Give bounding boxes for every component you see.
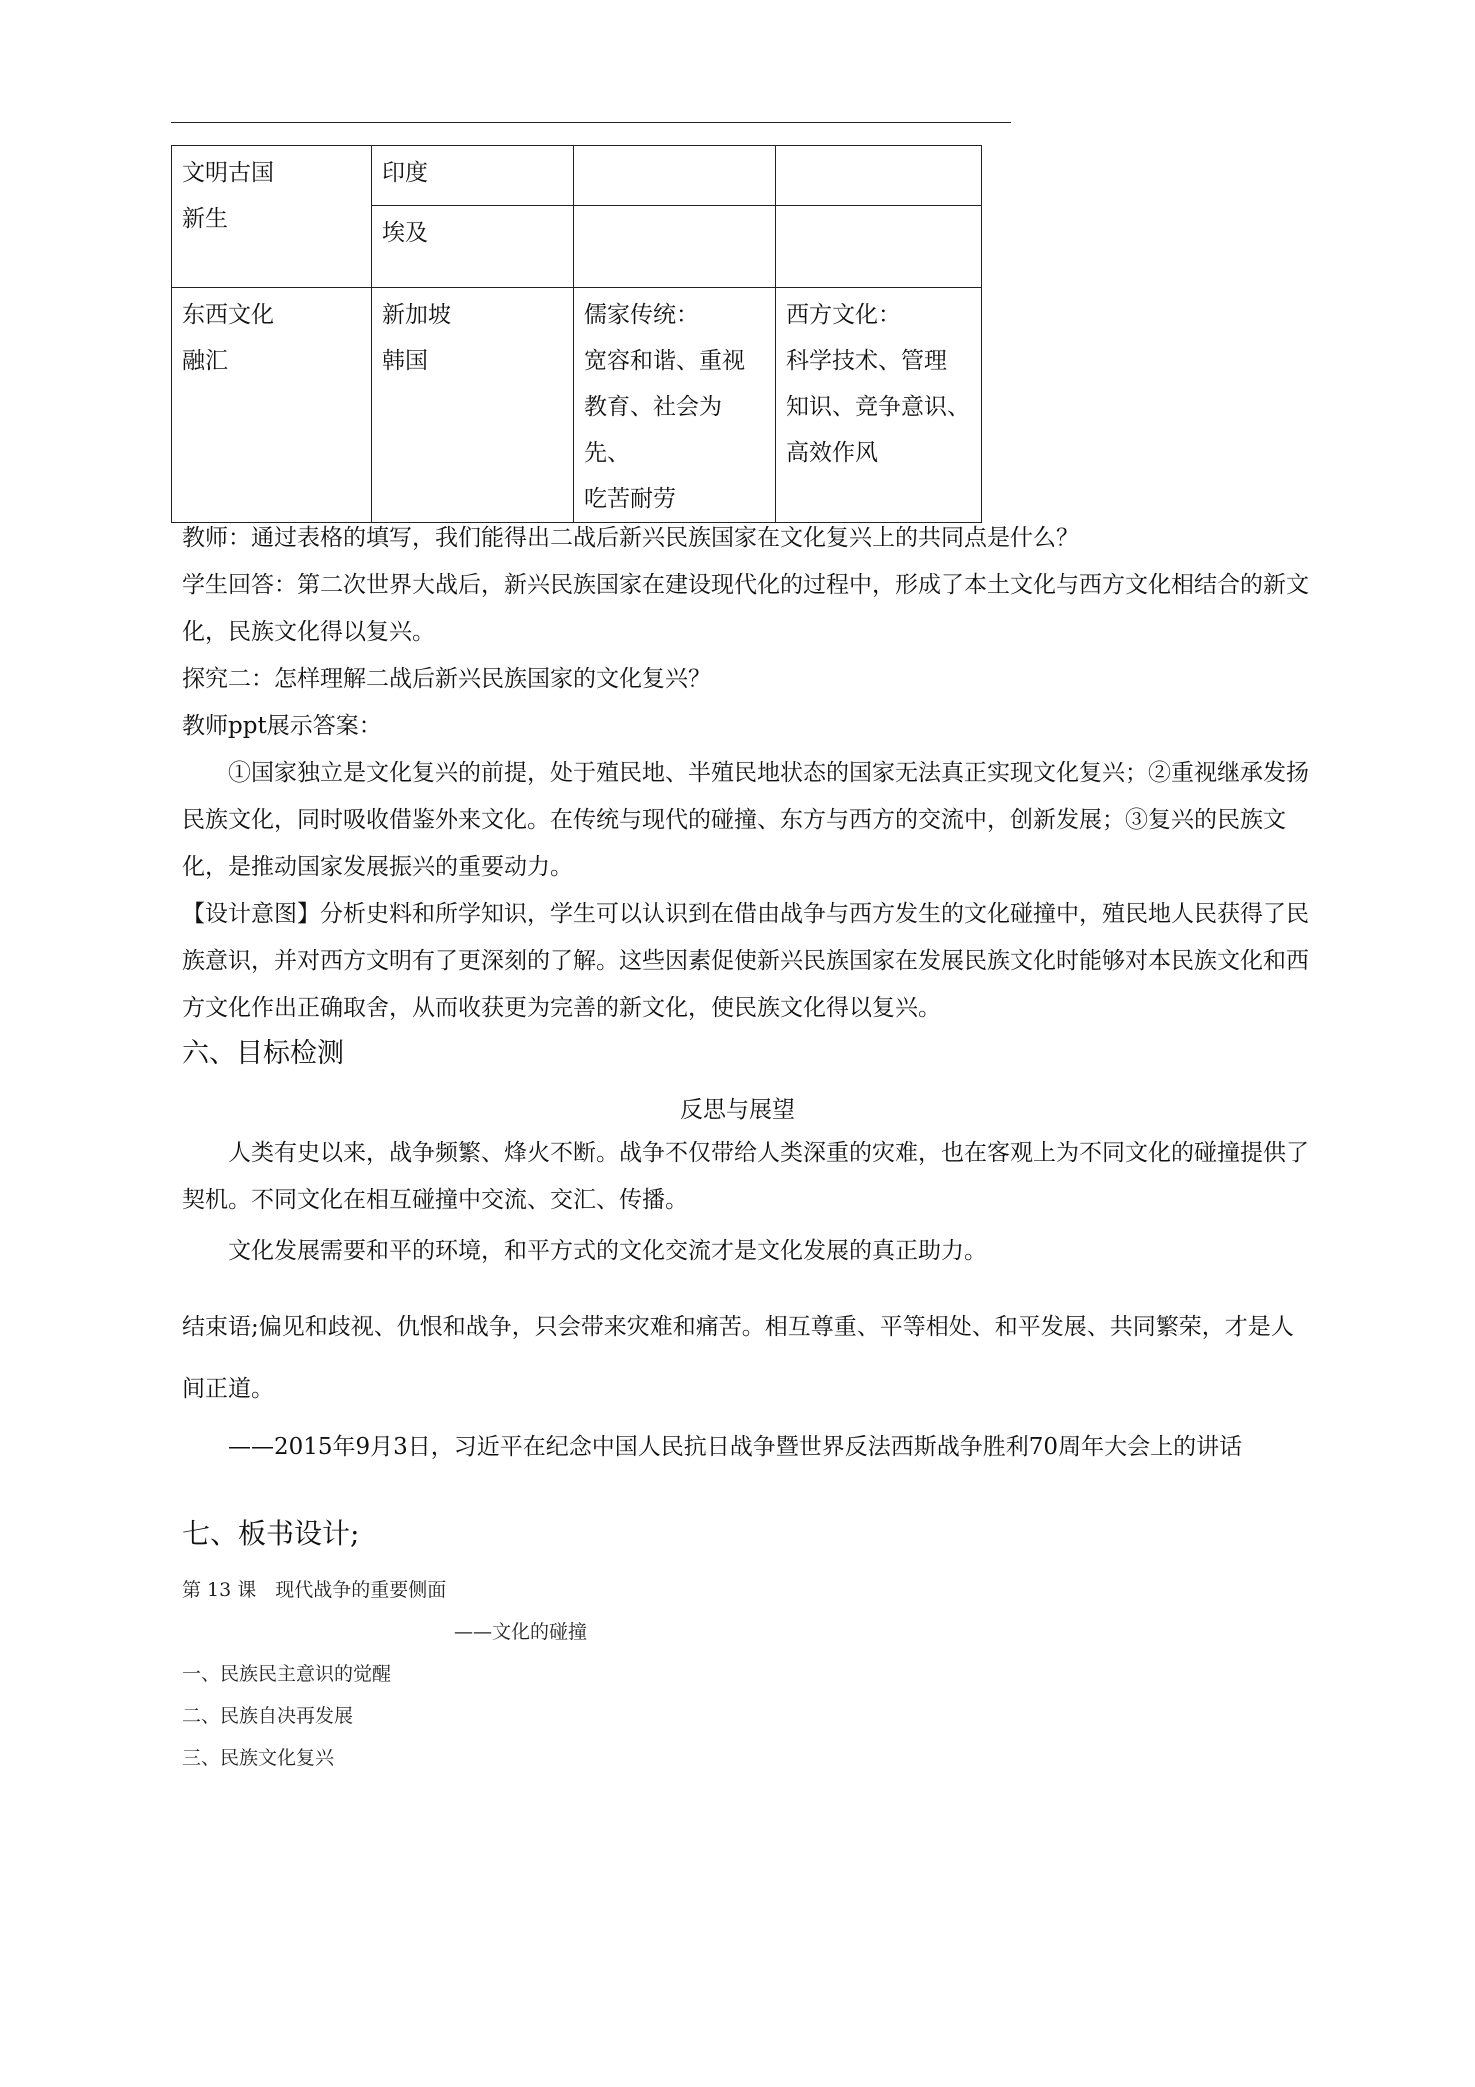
section-six-heading: 六、目标检测 (182, 1038, 344, 1069)
cell-text: 埃及 (382, 220, 428, 246)
reflection-paragraph-2: 文化发展需要和平的环境，和平方式的文化交流才是文化发展的真正助力。 (228, 1238, 987, 1264)
lesson-title: 第 13 课 现代战争的重要侧面 (182, 1579, 447, 1601)
cell-text: 印度 (382, 160, 428, 186)
cell-text: 教育、社会为先、 (584, 394, 722, 466)
teacher-question: 教师：通过表格的填写，我们能得出二战后新兴民族国家在文化复兴上的共同点是什么？ (182, 525, 1079, 551)
table-edge-mark (171, 480, 172, 516)
cell-text: 新加坡 (382, 302, 451, 328)
answer-paragraph: ①国家独立是文化复兴的前提，处于殖民地、半殖民地状态的国家无法真正实现文化复兴；②重视继承发扬民族文化，同时吸收借鉴外来文化。在传统与现代的碰撞、东方与西方的交流中，创新发展；③复兴的民族文化，是推动国家发展振兴的重要动力。 (182, 760, 1309, 880)
reflection-paragraph-1: 人类有史以来，战争频繁、烽火不断。战争不仅带给人类深重的灾难，也在客观上为不同文化的碰撞提供了契机。不同文化在相互碰撞中交流、交汇、传播。 (182, 1140, 1309, 1213)
cell-text: 吃苦耐劳 (584, 486, 676, 512)
outline-item: 二、民族自决再发展 (182, 1705, 354, 1727)
cell-text: 东西文化 (182, 302, 274, 328)
cell-text: 韩国 (382, 348, 428, 374)
cell-text: 新生 (182, 206, 228, 232)
cell-western (776, 288, 982, 523)
cell-empty (574, 206, 776, 288)
student-answer: 学生回答：第二次世界大战后，新兴民族国家在建设现代化的过程中，形成了本土文化与西方文化相结合的新文化，民族文化得以复兴。 (182, 572, 1309, 645)
cell-civilization (172, 146, 372, 288)
cell-text: 文明古国 (182, 160, 274, 186)
lesson-subtitle: ——文化的碰撞 (454, 1621, 588, 1643)
table-row (172, 288, 982, 523)
cell-east-west (172, 288, 372, 523)
cell-empty (776, 146, 982, 206)
cell-text: 知识、竞争意识、 (786, 394, 970, 420)
cell-empty (776, 206, 982, 288)
culture-table (171, 145, 982, 523)
cell-text: 融汇 (182, 348, 228, 374)
outline-item: 一、民族民主意识的觉醒 (182, 1663, 392, 1685)
cell-text: 西方文化： (786, 302, 901, 328)
closing-remark: 结束语;偏见和歧视、仇恨和战争，只会带来灾难和痛苦。相互尊重、平等相处、和平发展、共同繁荣，才是人间正道。 (182, 1314, 1294, 1402)
table-row (172, 146, 982, 206)
cell-confucian (574, 288, 776, 523)
cell-countries (372, 288, 574, 523)
cell-egypt (372, 206, 574, 288)
cell-text: 科学技术、管理 (786, 348, 947, 374)
reflection-title: 反思与展望 (680, 1097, 795, 1123)
cell-text: 高效作风 (786, 440, 878, 466)
design-intent: 【设计意图】分析史料和所学知识，学生可以认识到在借由战争与西方发生的文化碰撞中，殖民地人民获得了民族意识，并对西方文明有了更深刻的了解。这些因素促使新兴民族国家在发展民族文化时能够对本民族文化和西方文化作出正确取舍，从而收获更为完善的新文化，使民族文化得以复兴。 (182, 901, 1309, 1021)
header-rule (171, 122, 1011, 123)
cell-india (372, 146, 574, 206)
cell-text: 儒家传统： (584, 302, 699, 328)
outline-item: 三、民族文化复兴 (182, 1747, 335, 1769)
teacher-ppt: 教师ppt展示答案： (182, 713, 382, 739)
cell-empty (574, 146, 776, 206)
quote-source: ——2015年9月3日，习近平在纪念中国人民抗日战争暨世界反法西斯战争胜利70周年大会上的讲话 (228, 1434, 1243, 1460)
cell-text: 宽容和谐、重视 (584, 348, 745, 374)
explore-two: 探究二：怎样理解二战后新兴民族国家的文化复兴？ (182, 666, 711, 692)
section-seven-heading: 七、板书设计; (182, 1517, 360, 1550)
